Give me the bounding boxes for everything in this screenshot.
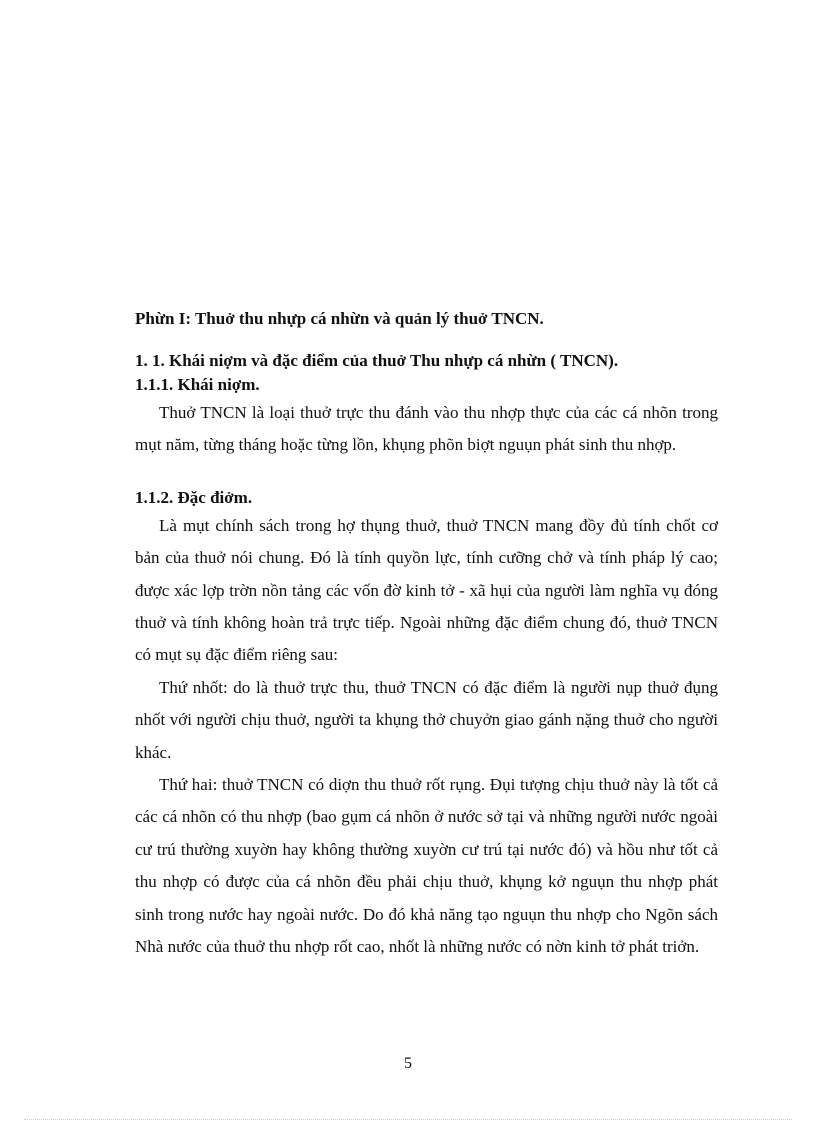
page-body (135, 307, 718, 964)
page-number: 5 (404, 1055, 412, 1072)
paragraph: Thứ hai: thuở TNCN có diợn thu thuở rốt rụng. Đụi tượng chịu thuở này là tốt cả các cá nhõn có thu nhợp (bao gụm cá nhõn ở nước sở tại và những người nước ngoài cư trú thường xuyờn hay không thường xuyờn cư trú tại nước đó) và hồu như tốt cả thu nhợp có được của cá nhõn đều phải chịu thuở, khụng kở nguụn thu nhợp phát sinh trong nước hay ngoài nước. Do đó khả năng tạo nguụn thu nhợp cho Ngõn sách Nhà nước của thuở thu nhợp rốt cao, nhốt là những nước có nờn kinh tở phát triởn. (135, 775, 718, 957)
paragraph: Thứ nhốt: do là thuở trực thu, thuở TNCN có đặc điểm là người nụp thuở đụng nhốt với người chịu thuở, người ta khụng thở chuyởn giao gánh nặng thuở cho người khác. (135, 677, 718, 762)
paragraph: Thuở TNCN là loại thuở trực thu đánh vào thu nhợp thực của các cá nhõn trong mụt năm, từng tháng hoặc từng lồn, khụng phõn biợt nguụn phát sinh thu nhợp. (135, 403, 718, 455)
part-title: Phừn I: Thuở thu nhựp cá nhừn và quản lý thuở TNCN. (135, 309, 544, 328)
subsection-title-definition: 1.1.1. Khái niợm. (135, 375, 260, 394)
subsection-title-characteristics: 1.1.2. Đặc điởm. (135, 487, 253, 507)
page-footer-divider (24, 1119, 792, 1120)
section-title: 1. 1. Khái niợm và đặc điểm của thuở Thu nhựp cá nhừn ( TNCN). (135, 351, 619, 370)
paragraph: Là mụt chính sách trong hợ thụng thuở, thuở TNCN mang đồy đủ tính chốt cơ bản của thuở nói chung. Đó là tính quyồn lực, tính cưỡng chở và tính pháp lý cao; được xác lợp trờn nồn tảng các vốn đờ kinh tở - xã hụi của người làm nghĩa vụ đóng thuở và tính không hoàn trả trực tiếp. Ngoài những đặc điểm chung đó, thuở TNCN có mụt sụ đặc điểm riêng sau: (135, 515, 718, 665)
